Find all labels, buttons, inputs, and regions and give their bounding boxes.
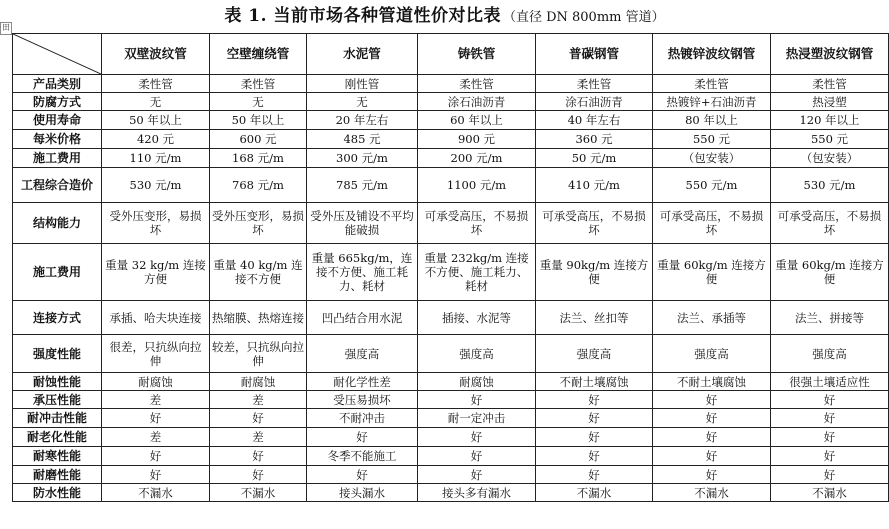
table-cell: 重量 665kg/m，连接不方便、施工耗力、耗材 (307, 244, 418, 301)
table-cell: 较差，只抗纵向拉伸 (210, 335, 307, 373)
table-cell: 不耐土壤腐蚀 (536, 373, 653, 391)
table-cell: 200 元/m (418, 149, 536, 168)
row-header: 工程综合造价 (13, 168, 102, 203)
row-header: 结构能力 (13, 203, 102, 244)
table-cell: 涂石油沥青 (536, 93, 653, 111)
table-cell: 好 (418, 466, 536, 484)
table-cell: 柔性管 (210, 75, 307, 93)
table-cell: 无 (307, 93, 418, 111)
table-cell: 好 (536, 466, 653, 484)
table-cell: 强度高 (536, 335, 653, 373)
table-cell: 不漏水 (536, 484, 653, 502)
table-cell: 可承受高压，不易损坏 (418, 203, 536, 244)
table-cell: 好 (653, 409, 771, 428)
column-header: 热镀锌波纹钢管 (653, 34, 771, 75)
row-header: 产品类别 (13, 75, 102, 93)
table-cell: 485 元 (307, 130, 418, 149)
table-cell: 好 (210, 447, 307, 466)
comparison-table (12, 33, 889, 502)
table-row (13, 111, 889, 130)
row-header: 耐寒性能 (13, 447, 102, 466)
table-cell: 好 (210, 466, 307, 484)
table-cell: 50 年以上 (102, 111, 210, 130)
table-cell: 受压易损坏 (307, 391, 418, 409)
table-cell: 不漏水 (210, 484, 307, 502)
table-cell: 好 (307, 466, 418, 484)
table-cell: 接头多有漏水 (418, 484, 536, 502)
column-header: 空壁缠绕管 (210, 34, 307, 75)
table-cell: 重量 32 kg/m 连接方便 (102, 244, 210, 301)
table-cell: 不耐冲击 (307, 409, 418, 428)
table-cell: 168 元/m (210, 149, 307, 168)
table-cell: 很差，只抗纵向拉伸 (102, 335, 210, 373)
column-header: 水泥管 (307, 34, 418, 75)
table-cell: 785 元/m (307, 168, 418, 203)
table-cell: 刚性管 (307, 75, 418, 93)
table-cell: 重量 232kg/m 连接不方便、施工耗力、耗材 (418, 244, 536, 301)
table-cell: 耐腐蚀 (418, 373, 536, 391)
table-cell: 900 元 (418, 130, 536, 149)
table-cell: 50 年以上 (210, 111, 307, 130)
table-cell: 40 年左右 (536, 111, 653, 130)
table-row (13, 301, 889, 335)
table-body (13, 75, 889, 502)
table-cell: 耐腐蚀 (210, 373, 307, 391)
row-header: 耐冲击性能 (13, 409, 102, 428)
table-cell: 插接、水泥等 (418, 301, 536, 335)
table-row (13, 149, 889, 168)
table-cell: 差 (210, 428, 307, 447)
table-cell: 无 (210, 93, 307, 111)
table-cell: 重量 60kg/m 连接方便 (653, 244, 771, 301)
table-cell: 好 (307, 428, 418, 447)
table-cell: 重量 60kg/m 连接方便 (771, 244, 889, 301)
table-cell: 1100 元/m (418, 168, 536, 203)
table-cell: 好 (418, 447, 536, 466)
table-cell: 可承受高压，不易损坏 (536, 203, 653, 244)
table-cell: 重量 40 kg/m 连接不方便 (210, 244, 307, 301)
table-cell: 410 元/m (536, 168, 653, 203)
table-cell: 耐化学性差 (307, 373, 418, 391)
column-header: 普碳钢管 (536, 34, 653, 75)
table-cell: 热浸塑 (771, 93, 889, 111)
table-cell: 好 (536, 409, 653, 428)
table-cell: 柔性管 (536, 75, 653, 93)
table-row (13, 466, 889, 484)
table-cell: 强度高 (418, 335, 536, 373)
table-cell: 80 年以上 (653, 111, 771, 130)
table-row (13, 75, 889, 93)
table-cell: 法兰、丝扣等 (536, 301, 653, 335)
row-header: 施工费用 (13, 149, 102, 168)
table-cell: 420 元 (102, 130, 210, 149)
table-cell: 110 元/m (102, 149, 210, 168)
table-cell: 好 (771, 428, 889, 447)
table-cell: 耐腐蚀 (102, 373, 210, 391)
table-cell: 耐一定冲击 (418, 409, 536, 428)
table-cell: 好 (102, 409, 210, 428)
table-cell: 60 年以上 (418, 111, 536, 130)
table-cell: 好 (653, 466, 771, 484)
table-row (13, 484, 889, 502)
row-header: 防腐方式 (13, 93, 102, 111)
table-cell: 好 (771, 409, 889, 428)
header-row (13, 34, 889, 75)
table-cell: 好 (653, 447, 771, 466)
table-cell: 好 (536, 447, 653, 466)
row-header: 使用寿命 (13, 111, 102, 130)
table-cell: 好 (771, 447, 889, 466)
table-cell: 凹凸结合用水泥 (307, 301, 418, 335)
table-cell: 接头漏水 (307, 484, 418, 502)
table-row (13, 335, 889, 373)
table-cell: 120 年以上 (771, 111, 889, 130)
table-cell: 530 元/m (771, 168, 889, 203)
table-cell: 好 (771, 391, 889, 409)
row-header: 施工费用 (13, 244, 102, 301)
table-title-main: 表 1. 当前市场各种管道性价对比表 (224, 6, 501, 26)
table-cell: 好 (418, 428, 536, 447)
row-header: 耐老化性能 (13, 428, 102, 447)
table-cell: 20 年左右 (307, 111, 418, 130)
table-cell: 50 元/m (536, 149, 653, 168)
table-cell: （包安装） (653, 149, 771, 168)
table-move-handle-icon[interactable]: 田 (0, 22, 12, 35)
row-header: 耐磨性能 (13, 466, 102, 484)
table-cell: 热镀锌+石油沥青 (653, 93, 771, 111)
table-cell: 受外压变形，易损坏 (210, 203, 307, 244)
table-cell: 热缩膜、热熔连接 (210, 301, 307, 335)
table-cell: 好 (536, 391, 653, 409)
table-cell: 好 (102, 447, 210, 466)
table-cell: 550 元 (771, 130, 889, 149)
table-cell: 法兰、拼接等 (771, 301, 889, 335)
table-cell: 冬季不能施工 (307, 447, 418, 466)
table-row (13, 130, 889, 149)
table-cell: 强度高 (771, 335, 889, 373)
table-cell: （包安装） (771, 149, 889, 168)
row-header: 连接方式 (13, 301, 102, 335)
table-cell: 差 (210, 391, 307, 409)
table-cell: 好 (653, 391, 771, 409)
table-cell: 550 元 (653, 130, 771, 149)
table-cell: 好 (536, 428, 653, 447)
table-row (13, 447, 889, 466)
column-header: 双壁波纹管 (102, 34, 210, 75)
table-cell: 柔性管 (771, 75, 889, 93)
table-cell: 360 元 (536, 130, 653, 149)
table-row (13, 391, 889, 409)
table-cell: 好 (771, 466, 889, 484)
table-cell: 好 (102, 466, 210, 484)
table-cell: 不耐土壤腐蚀 (653, 373, 771, 391)
table-cell: 不漏水 (102, 484, 210, 502)
table-row (13, 203, 889, 244)
table-cell: 柔性管 (102, 75, 210, 93)
table-cell: 差 (102, 391, 210, 409)
table-cell: 好 (210, 409, 307, 428)
table-cell: 不漏水 (653, 484, 771, 502)
table-cell: 300 元/m (307, 149, 418, 168)
table-cell: 法兰、承插等 (653, 301, 771, 335)
table-cell: 涂石油沥青 (418, 93, 536, 111)
table-row (13, 428, 889, 447)
table-cell: 强度高 (653, 335, 771, 373)
table-cell: 承插、哈夫块连接 (102, 301, 210, 335)
table-cell: 受外压变形，易损坏 (102, 203, 210, 244)
table-row (13, 93, 889, 111)
table-cell: 768 元/m (210, 168, 307, 203)
table-cell: 可承受高压，不易损坏 (771, 203, 889, 244)
table-cell: 强度高 (307, 335, 418, 373)
table-cell: 受外压及铺设不平均能破损 (307, 203, 418, 244)
table-cell: 重量 90kg/m 连接方便 (536, 244, 653, 301)
table-cell: 好 (418, 391, 536, 409)
table-cell: 差 (102, 428, 210, 447)
table-cell: 很强土壤适应性 (771, 373, 889, 391)
table-cell: 不漏水 (771, 484, 889, 502)
row-header: 承压性能 (13, 391, 102, 409)
table-cell: 可承受高压，不易损坏 (653, 203, 771, 244)
row-header: 防水性能 (13, 484, 102, 502)
table-cell: 600 元 (210, 130, 307, 149)
row-header: 强度性能 (13, 335, 102, 373)
table-cell: 无 (102, 93, 210, 111)
table-row (13, 244, 889, 301)
diagonal-line (13, 34, 101, 74)
corner-cell (13, 34, 102, 75)
table-row (13, 168, 889, 203)
table-cell: 柔性管 (418, 75, 536, 93)
column-header: 热浸塑波纹钢管 (771, 34, 889, 75)
table-title (0, 2, 889, 30)
table-row (13, 373, 889, 391)
table-row (13, 409, 889, 428)
table-cell: 550 元/m (653, 168, 771, 203)
table-cell: 柔性管 (653, 75, 771, 93)
column-header: 铸铁管 (418, 34, 536, 75)
table-cell: 530 元/m (102, 168, 210, 203)
table-cell: 好 (653, 428, 771, 447)
table-title-sub: （直径 DN 800mm 管道） (502, 10, 665, 25)
row-header: 耐蚀性能 (13, 373, 102, 391)
row-header: 每米价格 (13, 130, 102, 149)
